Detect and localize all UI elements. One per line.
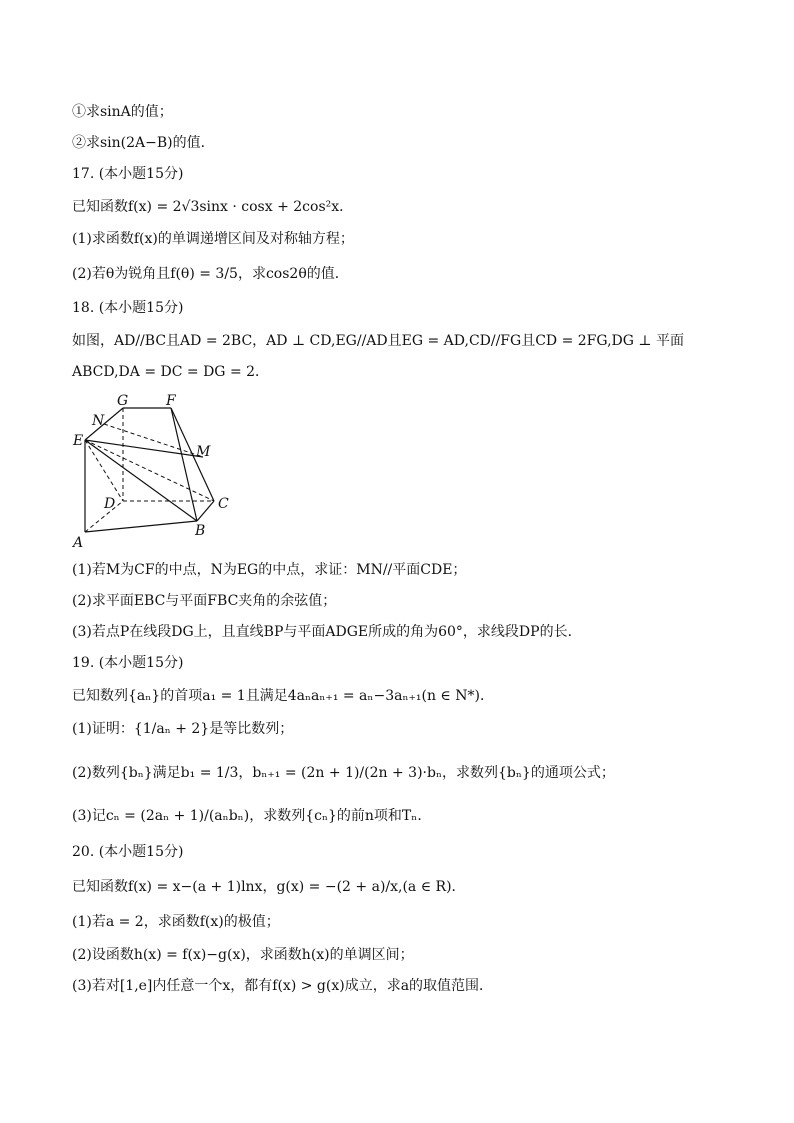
edge-FB xyxy=(171,408,197,521)
segment-NM-hidden xyxy=(104,424,203,457)
text-line: (1)求函数f(x)的单调递增区间及对称轴方程； xyxy=(72,231,354,247)
label-D: D xyxy=(104,496,116,512)
text-line: (3)记cₙ = (2aₙ + 1)/(aₙbₙ)，求数列{cₙ}的前n项和Tₙ． xyxy=(72,808,432,824)
text-line: 19. (本小题15分) xyxy=(72,655,184,671)
text-line: 20. (本小题15分) xyxy=(72,844,184,860)
text-line: (1)若M为CF的中点，N为EG的中点，求证：MN//平面CDE； xyxy=(72,562,467,578)
label-F: F xyxy=(166,393,176,409)
text-line: ABCD,DA = DC = DG = 2． xyxy=(72,364,270,380)
label-A: A xyxy=(73,535,84,551)
label-G: G xyxy=(117,393,129,409)
text-line: 18. (本小题15分) xyxy=(72,300,184,316)
text-line: (1)若a = 2，求函数f(x)的极值； xyxy=(72,914,280,930)
text-line: ②求sin(2A−B)的值． xyxy=(72,135,215,151)
label-E: E xyxy=(73,433,84,449)
text-line: 已知函数f(x) = 2√3sinx · cosx + 2cos²x． xyxy=(72,199,354,215)
label-M: M xyxy=(196,444,211,460)
text-line: (2)求平面EBC与平面FBC夹角的余弦值； xyxy=(72,593,337,609)
text-line: ①求sinA的值； xyxy=(72,104,173,120)
label-N: N xyxy=(92,413,105,429)
text-line: (2)若θ为锐角且f(θ) = 3/5，求cos2θ的值． xyxy=(72,266,349,282)
text-line: (3)若对[1,e]内任意一个x，都有f(x) > g(x)成立，求a的取值范围． xyxy=(72,978,494,994)
edge-AB xyxy=(85,521,197,532)
text-line: (2)设函数h(x) = f(x)−g(x)，求函数h(x)的单调区间； xyxy=(72,947,414,963)
text-line: (2)数列{bₙ}满足b₁ = 1/3，bₙ₊₁ = (2n + 1)/(2n + 3)·bₙ，求数列{bₙ}的通项公式； xyxy=(72,765,615,781)
geometry-figure xyxy=(68,390,248,550)
edge-EB xyxy=(85,440,197,521)
solid-diagram xyxy=(68,390,248,550)
edge-BC xyxy=(197,501,214,521)
label-B: B xyxy=(195,523,206,539)
text-line: (1)证明：{1/aₙ + 2}是等比数列； xyxy=(72,721,294,737)
text-line: (3)若点P在线段DG上，且直线BP与平面ADGE所成的角为60°，求线段DP的长． xyxy=(72,624,582,640)
segment-NM xyxy=(85,440,203,457)
text-line: 17. (本小题15分) xyxy=(72,166,184,182)
text-line: 已知函数f(x) = x−(a + 1)lnx，g(x) = −(2 + a)/x,(a ∈ R)． xyxy=(72,879,466,895)
text-line: 如图，AD//BC且AD = 2BC，AD ⊥ CD,EG//AD且EG = AD,CD//FG且CD = 2FG,DG ⊥ 平面 xyxy=(72,333,685,349)
label-C: C xyxy=(218,496,229,512)
text-line: 已知数列{aₙ}的首项a₁ = 1且满足4aₙaₙ₊₁ = aₙ−3aₙ₊₁(n ∈ N*)． xyxy=(72,688,494,704)
